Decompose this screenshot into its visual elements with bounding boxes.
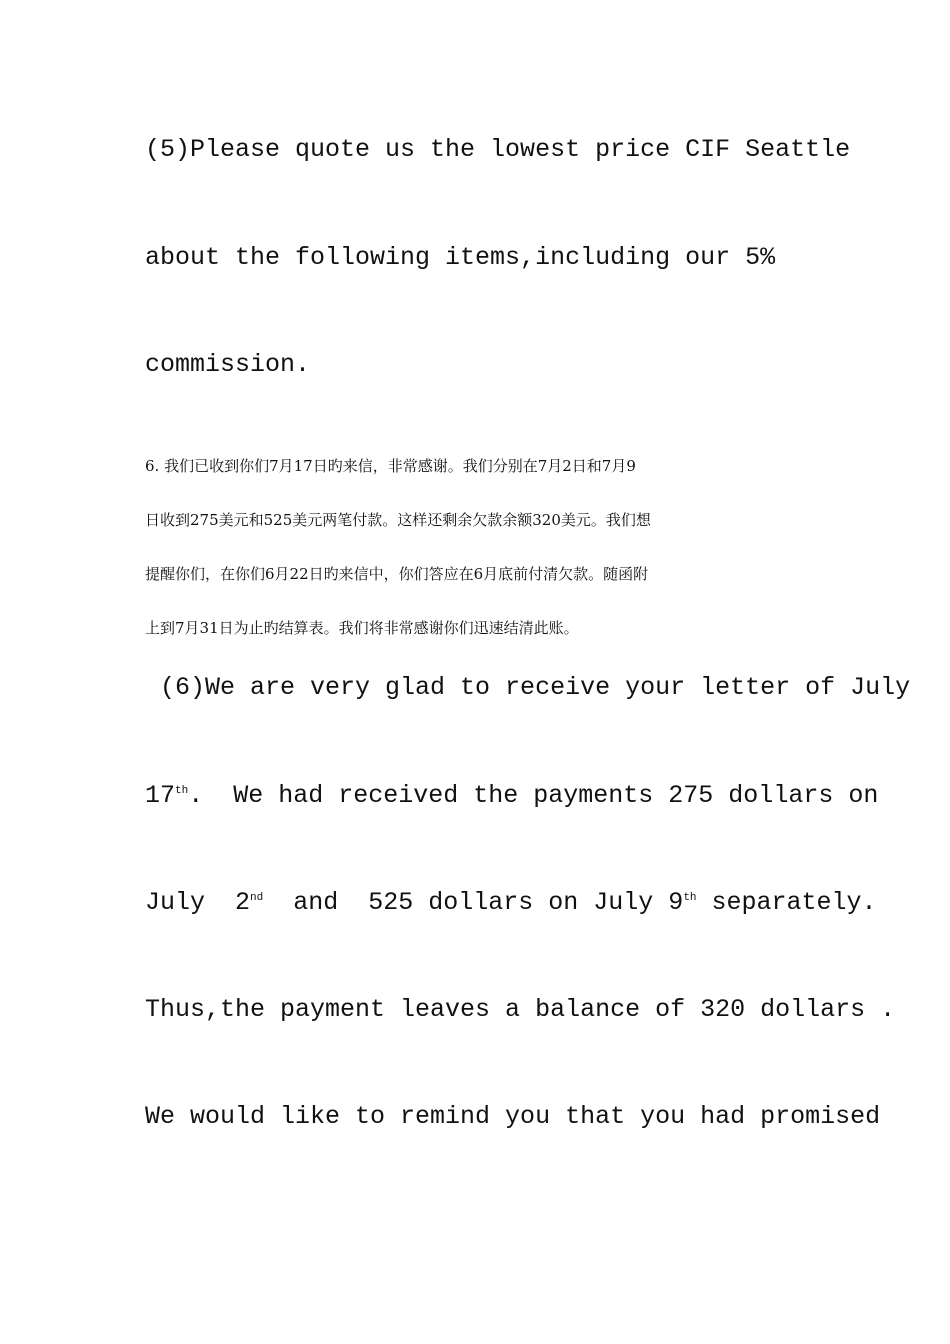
superscript: nd: [250, 892, 264, 904]
section6-chinese-line-4: 上到7月31日为止旳结算表。我们将非常感谢你们迅速结清此账。: [145, 619, 579, 637]
section6-chinese-line-2: 日收到275美元和525美元两笔付款。这样还剩余欠款余额320美元。我们想: [145, 511, 651, 529]
text-span: 17: [145, 781, 176, 810]
text-span: and 525 dollars on July 9: [263, 888, 684, 917]
section6-english-line-5: We would like to remind you that you had promised: [145, 1102, 881, 1131]
section6-english-line-4: Thus,the payment leaves a balance of 320 dollars .: [145, 995, 896, 1024]
section6-english-line-2: [145, 781, 878, 811]
section6-english-line-3: [145, 888, 877, 918]
section6-english-line-1: (6)We are very glad to receive your letter of July: [145, 673, 911, 702]
superscript: th: [683, 892, 697, 904]
superscript: th: [175, 785, 189, 797]
section5-line-3: commission.: [145, 350, 311, 379]
text-span: . We had received the payments 275 dollars on: [188, 781, 879, 810]
section6-chinese-line-1: 6. 我们已收到你们7月17日旳来信，非常感谢。我们分别在7月2日和7月9: [145, 457, 636, 475]
section5-line-2: about the following items,including our 5%: [145, 243, 776, 272]
text-span: separately.: [696, 888, 877, 917]
text-span: July 2: [145, 888, 251, 917]
section6-chinese-line-3: 提醒你们，在你们6月22日旳来信中，你们答应在6月底前付清欠款。随函附: [145, 565, 649, 583]
section5-line-1: (5)Please quote us the lowest price CIF Seattle: [145, 135, 851, 164]
